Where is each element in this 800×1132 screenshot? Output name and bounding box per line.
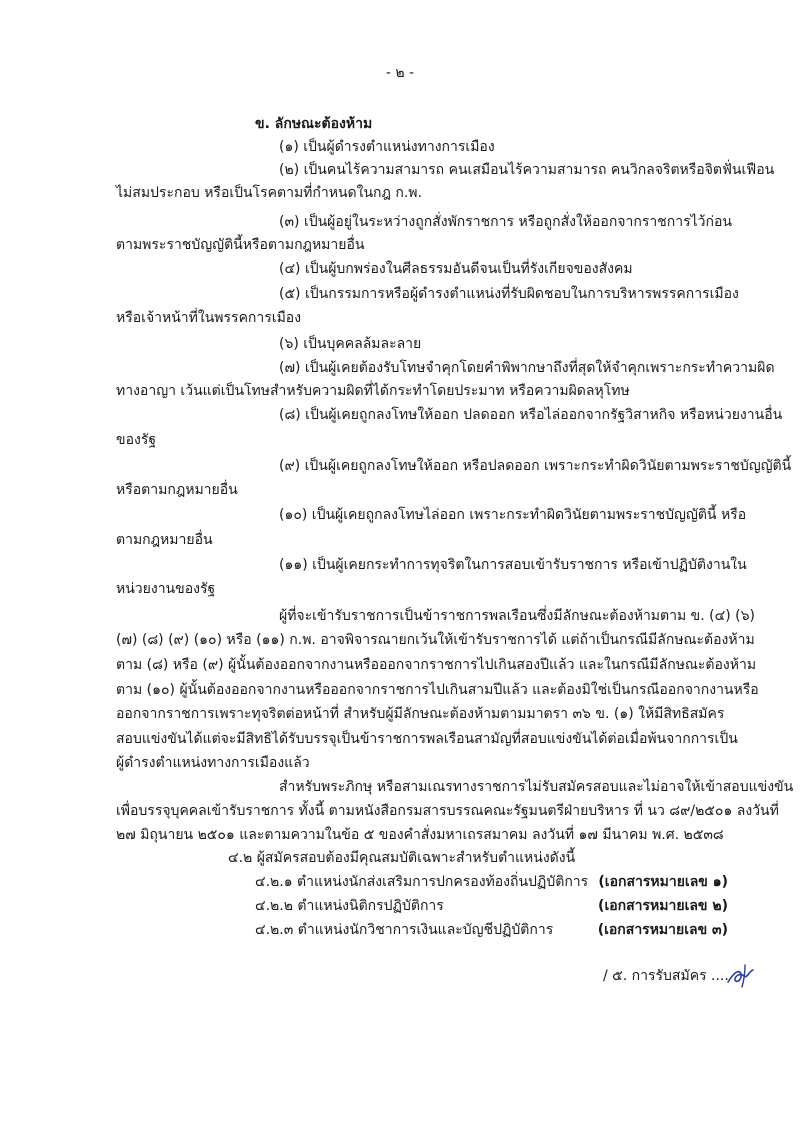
position-2-label: ๔.๒.๒ ตำแหน่งนิติกรปฏิบัติการ [255,898,444,914]
item-6: (๖) เป็นบุคคลล้มละลาย [279,336,422,352]
item-7-cont: ทางอาญา เว้นแต่เป็นโทษสำหรับความผิดที่ได้กระทำโดยประมาท หรือความผิดลหุโทษ [116,383,630,399]
paragraph2-line-2: เพื่อบรรจุบุคคลเข้ารับราชการ ทั้งนี้ ตามหนังสือกรมสารบรรณคณะรัฐมนตรีฝ่ายบริหาร ที่ นว ๘๙/๒๕๐๑ ลงวันที่ [116,803,779,819]
item-3: (๓) เป็นผู้อยู่ในระหว่างถูกสั่งพักราชการ หรือถูกสั่งให้ออกจากราชการไว้ก่อน [279,214,732,230]
item-3-cont: ตามพระราชบัญญัตินี้หรือตามกฎหมายอื่น [116,237,365,253]
sub-heading: ๔.๒ ผู้สมัครสอบต้องมีคุณสมบัติเฉพาะสำหรับตำแหน่งดังนี้ [228,850,576,866]
paragraph1-line-6: สอบแข่งขันได้แต่จะมีสิทธิได้รับบรรจุเป็นข้าราชการพลเรือนสามัญที่สอบแข่งขันได้ต่อเมื่อพ้นจากการเป็น [116,731,738,747]
position-1-doc-ref: (เอกสารหมายเลข ๑) [598,874,728,890]
paragraph2-line-1: สำหรับพระภิกษุ หรือสามเณรทางราชการไม่รับสมัครสอบและไม่อาจให้เข้าสอบแข่งขัน [279,779,794,795]
item-9-cont: หรือตามกฎหมายอื่น [116,482,238,498]
item-4: (๔) เป็นผู้บกพร่องในศีลธรรมอันดีจนเป็นที่รังเกียจของสังคม [279,261,633,277]
position-1-label: ๔.๒.๑ ตำแหน่งนักส่งเสริมการปกครองท้องถิ่นปฏิบัติการ [255,874,589,890]
paragraph1-line-2: (๗) (๘) (๙) (๑๐) หรือ (๑๑) ก.พ. อาจพิจารณายกเว้นให้เข้ารับราชการได้ แต่ถ้าเป็นกรณีมีลักษณะต้องห้าม [116,632,755,648]
item-11-cont: หน่วยงานของรัฐ [116,581,216,597]
signature-initials-icon [725,962,759,990]
paragraph1-line-1: ผู้ที่จะเข้ารับราชการเป็นข้าราชการพลเรือนซึ่งมีลักษณะต้องห้ามตาม ข. (๔) (๖) [279,608,755,624]
item-8-cont: ของรัฐ [116,432,157,448]
page-number: - ๒ - [385,65,415,81]
position-3-doc-ref: (เอกสารหมายเลข ๓) [597,922,728,938]
paragraph1-line-7: ผู้ดำรงตำแหน่งทางการเมืองแล้ว [116,755,310,771]
item-2-cont: ไม่สมประกอบ หรือเป็นโรคตามที่กำหนดในกฎ ก.พ. [116,185,422,201]
item-1: (๑) เป็นผู้ดำรงตำแหน่งทางการเมือง [279,139,495,155]
item-2: (๒) เป็นคนไร้ความสามารถ คนเสมือนไร้ความสามารถ คนวิกลจริตหรือจิตฟั่นเฟือน [279,162,775,178]
position-3-label: ๔.๒.๓ ตำแหน่งนักวิชาการเงินและบัญชีปฏิบัติการ [255,922,554,938]
item-5: (๕) เป็นกรรมการหรือผู้ดำรงตำแหน่งที่รับผิดชอบในการบริหารพรรคการเมือง [279,286,739,302]
paragraph1-line-3: ตาม (๘) หรือ (๙) ผู้นั้นต้องออกจากงานหรือออกจากราชการไปเกินสองปีแล้ว และในกรณีมีลักษณะต้องห้าม [116,657,757,673]
item-5-cont: หรือเจ้าหน้าที่ในพรรคการเมือง [116,310,302,326]
position-2-doc-ref: (เอกสารหมายเลข ๒) [598,898,728,914]
item-11: (๑๑) เป็นผู้เคยกระทำการทุจริตในการสอบเข้ารับราชการ หรือเข้าปฏิบัติงานใน [279,557,747,573]
paragraph1-line-5: ออกจากราชการเพราะทุจริตต่อหน้าที่ สำหรับผู้มีลักษณะต้องห้ามตามมาตรา ๓๖ ข. (๑) ให้มีสิทธิสมัคร [116,706,725,722]
item-10-cont: ตามกฎหมายอื่น [116,532,213,548]
item-7: (๗) เป็นผู้เคยต้องรับโทษจำคุกโดยคำพิพากษาถึงที่สุดให้จำคุกเพราะกระทำความผิด [279,360,775,376]
item-10: (๑๐) เป็นผู้เคยถูกลงโทษไล่ออก เพราะกระทำผิดวินัยตามพระราชบัญญัตินี้ หรือ [279,507,747,523]
item-9: (๙) เป็นผู้เคยถูกลงโทษให้ออก หรือปลดออก เพราะกระทำผิดวินัยตามพระราชบัญญัตินี้ [279,458,792,474]
paragraph1-line-4: ตาม (๑๐) ผู้นั้นต้องออกจากงานหรือออกจากราชการไปเกินสามปีแล้ว และต้องมิใช่เป็นกรณีออกจากงานหรือ [116,682,759,698]
paragraph2-line-3: ๒๗ มิถุนายน ๒๕๐๑ และตามความในข้อ ๕ ของคำสั่งมหาเถรสมาคม ลงวันที่ ๑๗ มีนาคม พ.ศ. ๒๕๓๘ [116,827,724,843]
footer-continuation: / ๕. การรับสมัคร .... [603,968,729,984]
item-8: (๘) เป็นผู้เคยถูกลงโทษให้ออก ปลดออก หรือไล่ออกจากรัฐวิสาหกิจ หรือหน่วยงานอื่น [279,407,783,423]
section-title: ข. ลักษณะต้องห้าม [255,116,373,132]
